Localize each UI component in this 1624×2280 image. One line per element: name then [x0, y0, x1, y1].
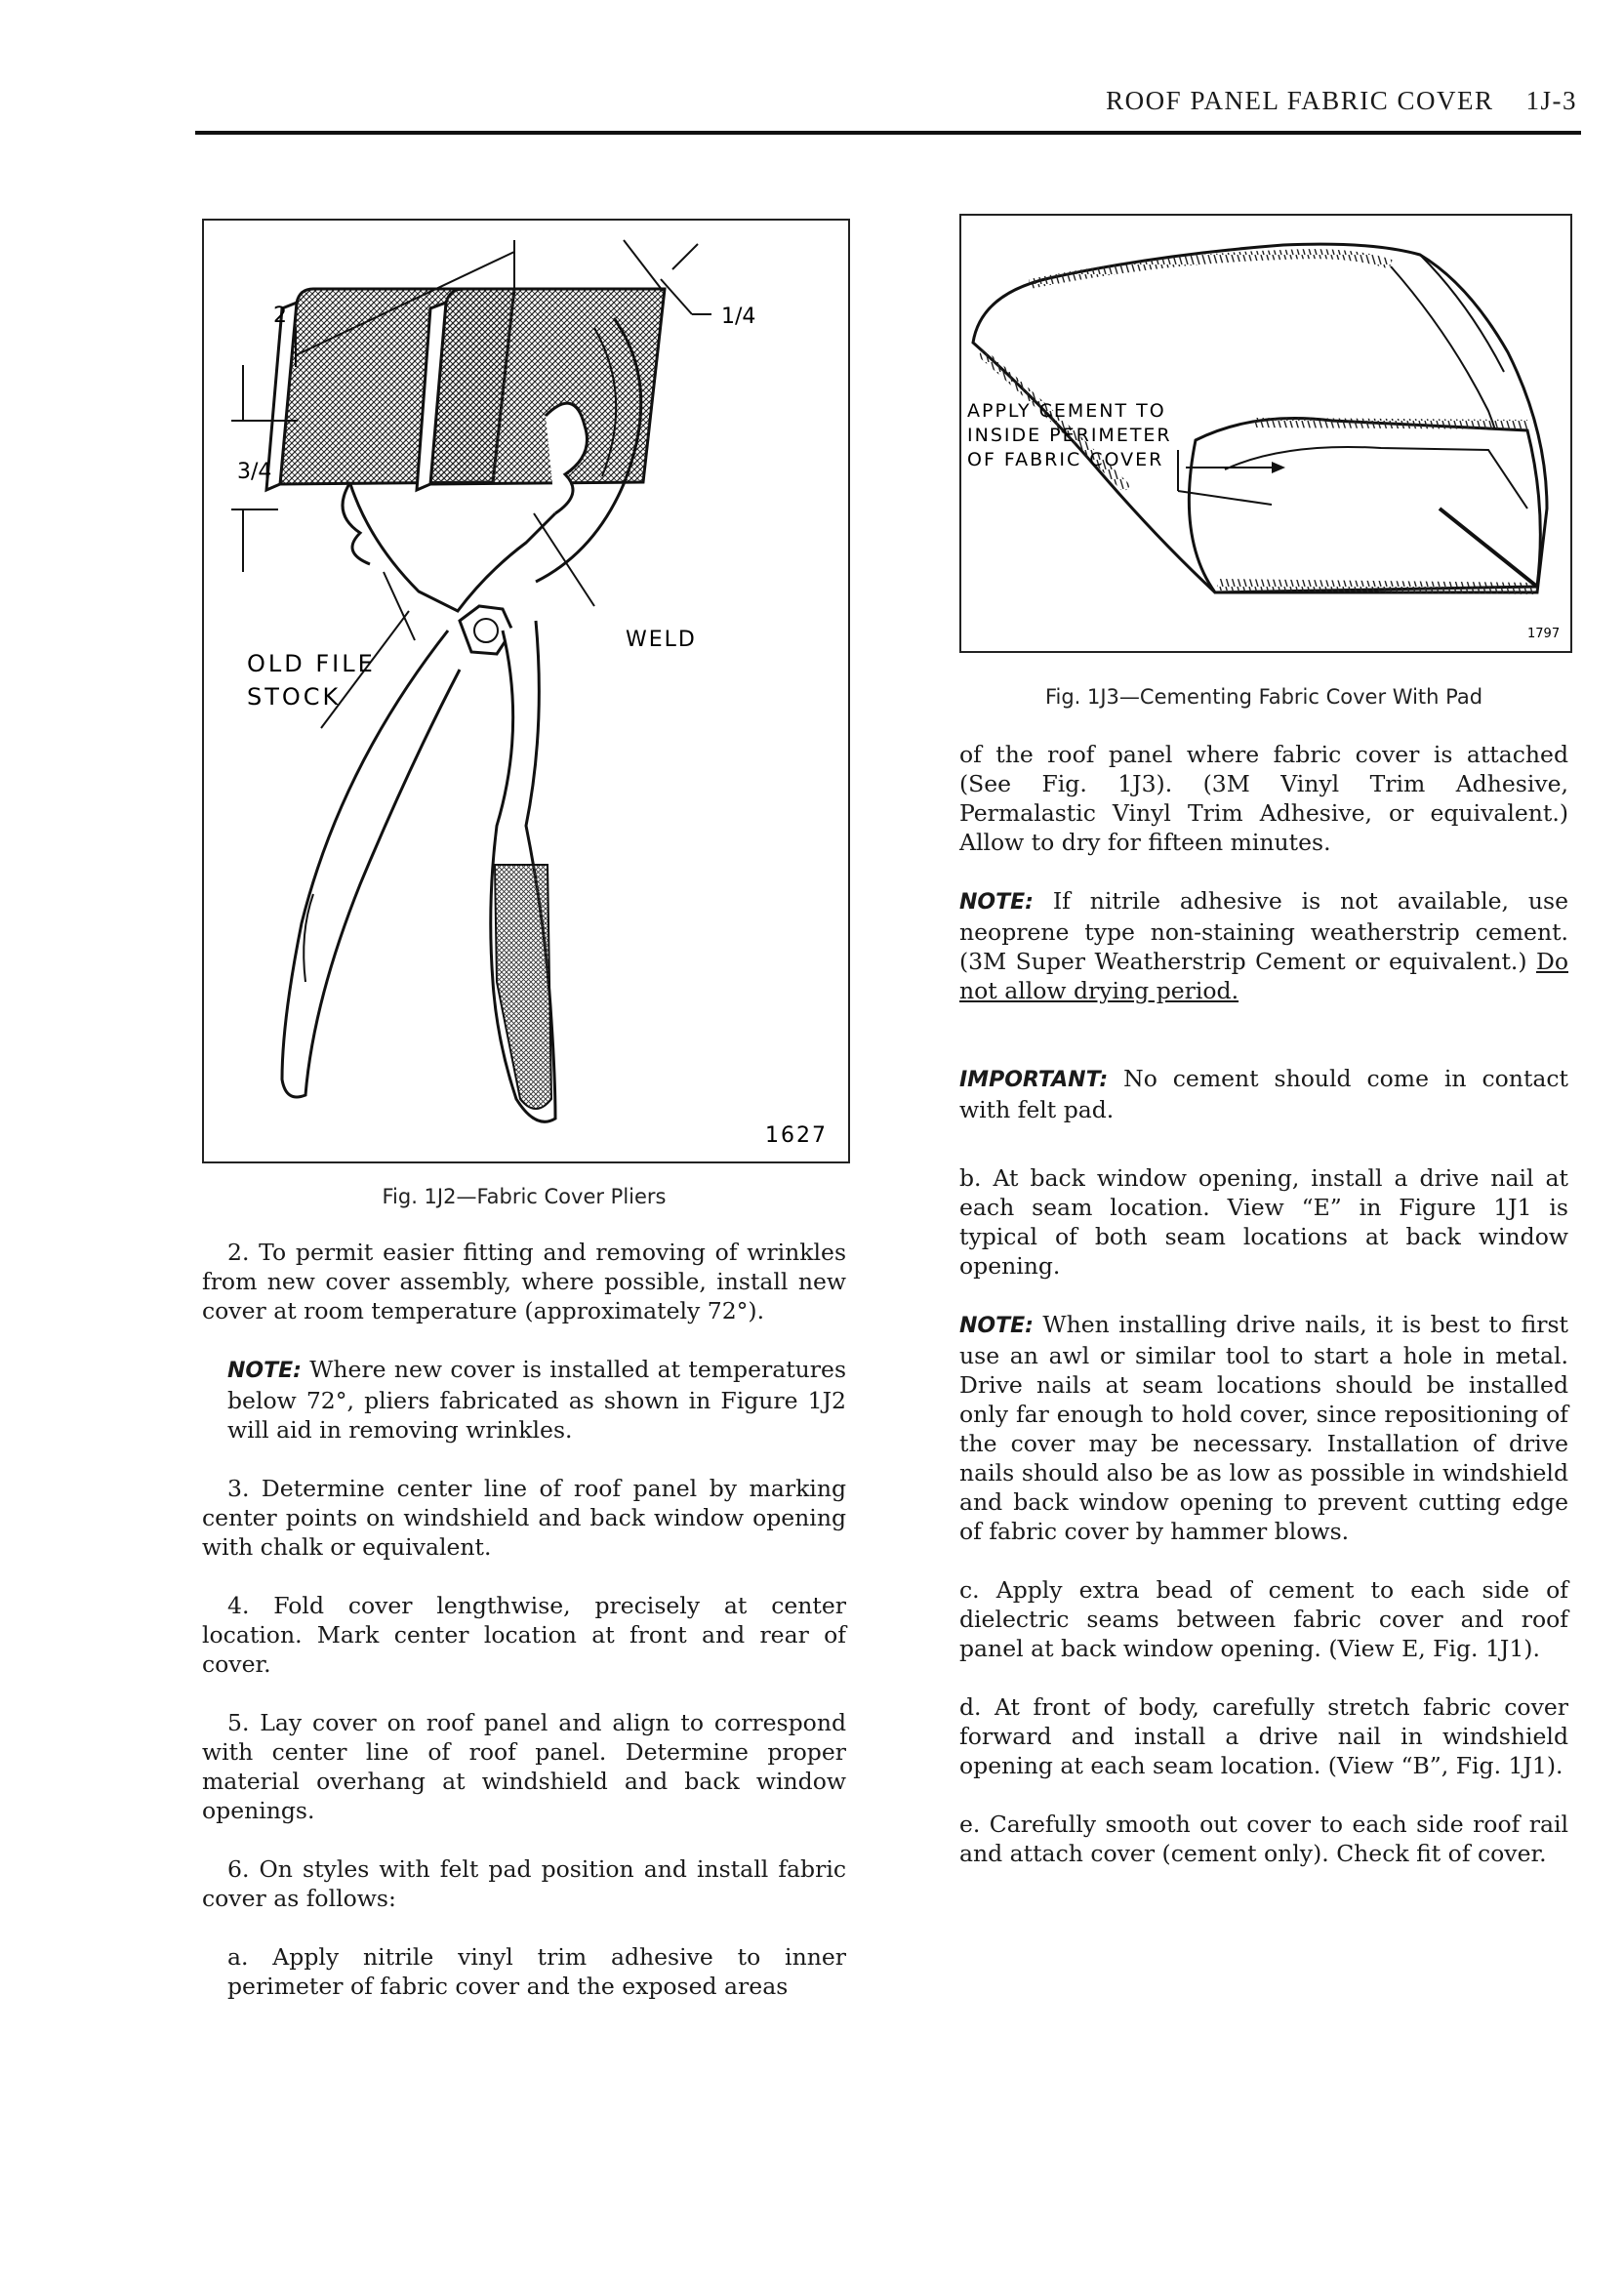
cement-label-line1: APPLY CEMENT TO [967, 400, 1166, 422]
note-label: NOTE: [227, 1359, 302, 1383]
note-3 [959, 1310, 1568, 1546]
dim-three-quarter-label: 3/4 [237, 460, 272, 484]
step-3: 3. Determine center line of roof panel by marking center points on windshield and back window opening with chalk or equivalent. [202, 1475, 846, 1561]
step-6b: b. At back window opening, install a drive nail at each seam location. View “E” in Figure 1J1 is typical of both seam locations at back window opening. [959, 1164, 1568, 1280]
caption-fig-1j3: Fig. 1J3—Cementing Fabric Cover With Pad [1044, 685, 1483, 709]
right-column [959, 740, 1568, 1897]
pliers-illustration [204, 221, 848, 1161]
important-label: IMPORTANT: [959, 1068, 1109, 1092]
note-2 [959, 886, 1568, 1005]
step-6a-continued: of the roof panel where fabric cover is attached (See Fig. 1J3). (3M Vinyl Trim Adhesive, Permalastic Vinyl Trim Adhesive, or equivalent.) Allow to dry for fifteen minutes. [959, 741, 1568, 856]
step-6d: d. At front of body, carefully stretch fabric cover forward and install a drive nail in windshield opening at each seam location. (View “B”, Fig. 1J1). [959, 1693, 1568, 1779]
figure-pliers [202, 219, 850, 1163]
figure-number-1627: 1627 [765, 1123, 828, 1148]
caption-fig-1j2: Fig. 1J2—Fabric Cover Pliers [382, 1185, 667, 1208]
note-1 [202, 1355, 846, 1445]
old-file-label-line1: OLD FILE [247, 650, 376, 677]
important-note [959, 1064, 1568, 1124]
figure-number-1797: 1797 [1527, 627, 1561, 641]
step-6: 6. On styles with felt pad position and install fabric cover as follows: [202, 1855, 846, 1912]
header-title: ROOF PANEL FABRIC COVER [1106, 86, 1494, 115]
important-text: No cement should come in contact with felt pad. [959, 1065, 1568, 1123]
weld-label: WELD [626, 628, 697, 652]
header-rule [195, 131, 1581, 135]
figure-cement [959, 214, 1572, 653]
note-text: If nitrile adhesive is not available, use neoprene type non-staining weatherstrip cement. (3M Super Weatherstrip Cement or equivalent.) [959, 887, 1568, 975]
step-6e: e. Carefully smooth out cover to each side roof rail and attach cover (cement only). Check fit of cover. [959, 1811, 1568, 1867]
left-column [202, 1238, 846, 2030]
step-6c: c. Apply extra bead of cement to each side of dielectric seams between fabric cover and roof panel at back window opening. (View E, Fig. 1J1). [959, 1576, 1568, 1662]
page-number: 1J-3 [1525, 86, 1577, 115]
note-label: NOTE: [959, 1314, 1034, 1338]
dim-2-label: 2 [273, 304, 287, 328]
step-4: 4. Fold cover lengthwise, precisely at center location. Mark center location at front and rear of cover. [202, 1592, 846, 1678]
cement-label-line3: OF FABRIC COVER [967, 449, 1164, 470]
step-6a: a. Apply nitrile vinyl trim adhesive to inner perimeter of fabric cover and the exposed areas [227, 1943, 846, 2000]
note-underlined-text: Do not allow drying period. [959, 948, 1568, 1004]
running-header [0, 86, 1577, 116]
old-file-label-line2: STOCK [247, 683, 342, 711]
step-5: 5. Lay cover on roof panel and align to correspond with center line of roof panel. Determine proper material overhang at windshield and back window openings. [202, 1709, 846, 1824]
roof-cover-illustration [961, 216, 1570, 651]
dim-quarter-label: 1/4 [721, 305, 756, 329]
step-2: 2. To permit easier fitting and removing of wrinkles from new cover assembly, where possible, install new cover at room temperature (approximately 72°). [202, 1239, 846, 1324]
note-text: Where new cover is installed at temperatures below 72°, pliers fabricated as shown in Figure 1J2 will aid in removing wrinkles. [227, 1356, 846, 1444]
cement-label-line2: INSIDE PERIMETER [967, 425, 1172, 446]
note-label: NOTE: [959, 890, 1034, 915]
note-text: When installing drive nails, it is best to first use an awl or similar tool to start a hole in metal. Drive nails at seam locations should be installed only far enough to hold cover, since repositioning of the cover may be necessary. Installation of drive nails should also be as low as possible in windshield and back window opening to prevent cutting edge of fabric cover by hammer blows. [959, 1311, 1568, 1545]
